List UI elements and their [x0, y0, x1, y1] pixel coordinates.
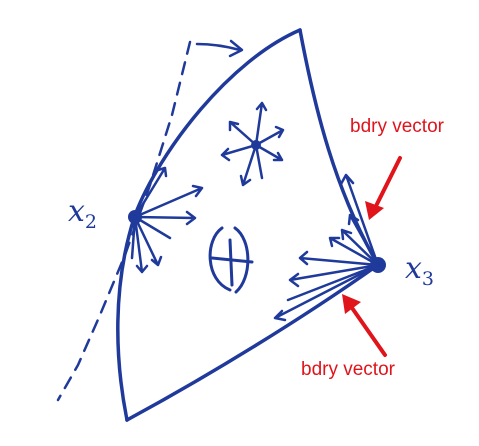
region-left-edge — [118, 30, 300, 420]
top-direction-arrow — [197, 44, 240, 50]
interior-vector-upright — [256, 127, 283, 145]
region-bottom-edge — [127, 265, 378, 420]
x2-vectors — [132, 168, 202, 272]
bdry-vector-label-top: bdry vector — [350, 116, 444, 137]
bdry-vector-label-bottom: bdry vector — [301, 359, 395, 380]
x3-label-var: x — [405, 251, 422, 286]
x2-label — [68, 194, 97, 233]
bdry-arrow-top-head — [365, 201, 384, 220]
x3-label-sub: 3 — [421, 268, 435, 290]
bdry-arrow-bottom — [350, 305, 385, 355]
interior-vector-down — [256, 145, 262, 178]
x2-label-sub: 2 — [84, 211, 98, 233]
interior-vector-downleft — [241, 145, 256, 185]
x2-vector-down-2 — [135, 217, 147, 272]
bdry-arrow-bottom-head — [342, 294, 361, 314]
interior-vector-right — [256, 145, 282, 160]
interior-vector-up — [256, 103, 266, 145]
x3-label — [405, 251, 434, 290]
x2-label-var: x — [68, 194, 85, 229]
crossout-mark-vline — [230, 240, 232, 285]
x3-bdry-vector-up — [341, 175, 378, 265]
bdry-arrow-top — [375, 158, 400, 208]
interior-vector-upleft — [230, 122, 256, 145]
